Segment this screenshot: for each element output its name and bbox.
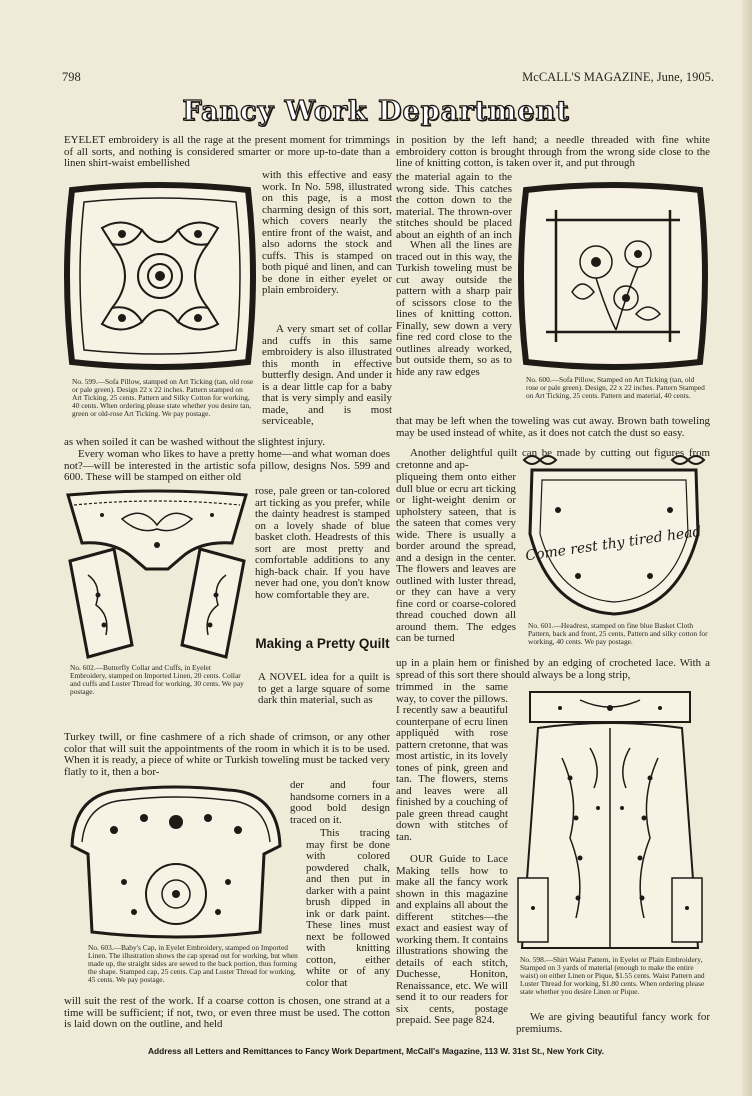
col1-text-f: rose, pale green or tan-colored art ticking as you prefer, while the dainty headrest is stamped on a lovely shade of blue basket cloth. Headrests of this sort are most pretty and comfortable additions to any high-back chair. If you have never had one, you don't know how comfortable they are.: [255, 486, 390, 601]
col3-text-i: OUR Guide to Lace Making tells how to make all the fancy work shown in this magazine and explains all about the different stitches—the exact and easiest way of working them. It contains illustrations showing the details of each stitch, Duchesse, Honiton, Renaissance, etc. We will send it to our readers for six cents, postage prepaid. See page 824.: [396, 854, 508, 1026]
caption-no599: No. 599.—Sofa Pillow, stamped on Art Ticking (tan, old rose or pale green). Design 22 x 22 inches. Pattern stamped on Art Ticking, 25 cents. Pattern and Silky Cotton for working, 40 cents. When ordering please state whether you desire tan, green or old-rose Art Ticking. We pay postage.: [72, 378, 254, 419]
caption-no603: No. 603.—Baby's Cap, in Eyelet Embroidery, stamped on Imported Linen. The illustration shows the cap spread out for working, but when made up, the straight sides are sewed to the back portion, thus forming the shape. Stamped cap, 25 cents. Cap and Luster Thread for working, 45 cents. We pay postage.: [88, 944, 298, 985]
intro-paragraph: [64, 135, 390, 171]
page-title: Fancy Work Department: [182, 96, 570, 127]
babys-cap-603-illustration: [64, 782, 288, 942]
caption-no601: No. 601.—Headrest, stamped on fine blue Basket Cloth Pattern, back and front, 25 cents, Pattern and silky cotton for working, 40 cents. We pay postage.: [528, 622, 708, 647]
quilt-subheading: Making a Pretty Quilt: [255, 636, 390, 651]
intro-text: EYELET embroidery is all the rage at the present moment for trimmings of all sorts, and nothing is considered smarter or more up-to-date than a linen shirt-waist embellished: [64, 135, 390, 169]
caption-no602: No. 602.—Butterfly Collar and Cuffs, in Eyelet Embroidery, stamped on Imported Linen, 20 cents. Collar and cuffs and Luster Thread for working, 30 cents. We pay postage.: [70, 664, 244, 697]
col3-text-b: the material again to the wrong side. This catches the cotton down to the material. The thrown-over stitches should be placed about an eighth of an inch: [396, 172, 512, 240]
col3-text-e: Another delightful quilt can be made by cutting out figures from cretonne and ap-: [396, 448, 710, 471]
headrest-motto: Come rest thy tired head: [524, 523, 703, 565]
col1-text-g: Turkey twill, or fine cashmere of a rich shade of crimson, or any other color that will suit the appointments of the room in which it is to be used. When it is ready, a piece of white or Turkish toweling must be tacked very flatly to it, then a bor-: [64, 732, 390, 778]
sofa-pillow-600-illustration: [516, 180, 710, 372]
caption-no598: No. 598.—Shirt Waist Pattern, in Eyelet or Plain Embroidery, Stamped on 3 yards of material (enough to make the entire waist) on either Linen or Pique, $1.55 cents. Waist Pattern and Luster Thread for working, $1.80 cents. When ordering please state whether you desire Linen or Pique.: [520, 956, 705, 997]
page-number: 798: [62, 70, 81, 84]
col1-text-c: A very smart set of collar and cuffs in this same embroidery is also illustrated this month in effective butterfly design. And under it is a dear little cap for a baby that is very simply and easily made, and is most serviceable,: [262, 324, 392, 427]
col1-text-d: as when soiled it can be washed without the slightest injury.: [64, 437, 325, 448]
page-footer: Address all Letters and Remittances to Fancy Work Department, McCall's Magazine, 113 W. 31st St., New York City.: [147, 1046, 605, 1056]
headrest-601-illustration: [518, 450, 710, 620]
col2-text-c: This tracing may first be done with colored powdered chalk, and then put in darker with a paint brush dipped in ink or dark paint. These lines must next be followed with knitting cotton, either white or of any color that: [306, 828, 390, 989]
shirt-waist-598-illustration: [510, 688, 710, 952]
col3-text-f: pliqueing them onto either dull blue or ecru art ticking or light-weight denim or upholstery sateen, that is the sateen that comes very wide. There is usually a border around the spread, and a design in the center. The flowers and leaves are outlined with luster thread, or they can have a very fine cord or coarse-colored thread couched down all around them. The edges can be turned: [396, 472, 516, 644]
running-head: McCALL'S MAGAZINE, June, 1905.: [522, 70, 714, 84]
col1-text-b: with this effective and easy work. In No. 598, illustrated on this page, is a most charming design of this sort, which covers nearly the entire front of the waist, and also adorns the stock and cuffs. This is stamped on both piqué and linen, and can be done in either eyelet or plain embroidery.: [262, 170, 392, 296]
col2-text-a: A NOVEL idea for a quilt is to get a large square of some dark thin material, such as: [258, 672, 390, 706]
col1-text-h: will suit the rest of the work. If a coarse cotton is chosen, one strand at a time will be sufficient; if not, two, or even three must be used. The cotton is laid down on the outline, and held: [64, 996, 390, 1030]
sofa-pillow-599-illustration: [62, 178, 258, 374]
page-edge: [742, 0, 752, 1096]
col1-text-e: Every woman who likes to have a pretty home—and what woman does not?—will be interested in the artistic sofa pillow, designs Nos. 599 and 600. These will be stamped on either old: [64, 449, 390, 483]
col3-text-d: that may be left when the toweling was cut away. Brown bath toweling may be used instead of white, as it does not catch the dust so easy.: [396, 416, 710, 439]
col2-text-b: der and four handsome corners in a good bold design traced on it.: [290, 780, 390, 826]
col3-text-h: trimmed in the same way, to cover the pillows. I recently saw a beautiful counterpane of ecru linen appliquéd with rose pattern cretonne, that was most artistic, in its lovely tones of pink, green and tan. The flowers, stems and leaves were all finished by a couching of pale green thread caught down with stitches of tan.: [396, 682, 508, 843]
col3-text-g: up in a plain hem or finished by an edging of crocheted lace. With a spread of this sort there should always be a long strip,: [396, 658, 710, 681]
col3-text-c: When all the lines are traced out in this way, the Turkish toweling must be cut away outside the pattern with a sharp pair of scissors close to the lines of knitting cotton. Finally, sew down a very fine red cord close to the outlines already worked, but outside them, so as to hide any raw edges: [396, 240, 512, 378]
caption-no600: No. 600.—Sofa Pillow, Stamped on Art Ticking (tan, old rose or pale green). Design, 22 x 22 inches. Pattern Stamped on Art Ticking, 25 cents. Pattern and material, 40 cents.: [526, 376, 705, 401]
butterfly-collar-cuffs-602-illustration: [62, 485, 252, 661]
col3-text-j: We are giving beautiful fancy work for premiums.: [516, 1012, 710, 1035]
col3-text-a: in position by the left hand; a needle threaded with fine white embroidery cotton is brought through from the wrong side close to the line of knitting cotton, is taken over it, and put through: [396, 135, 710, 169]
